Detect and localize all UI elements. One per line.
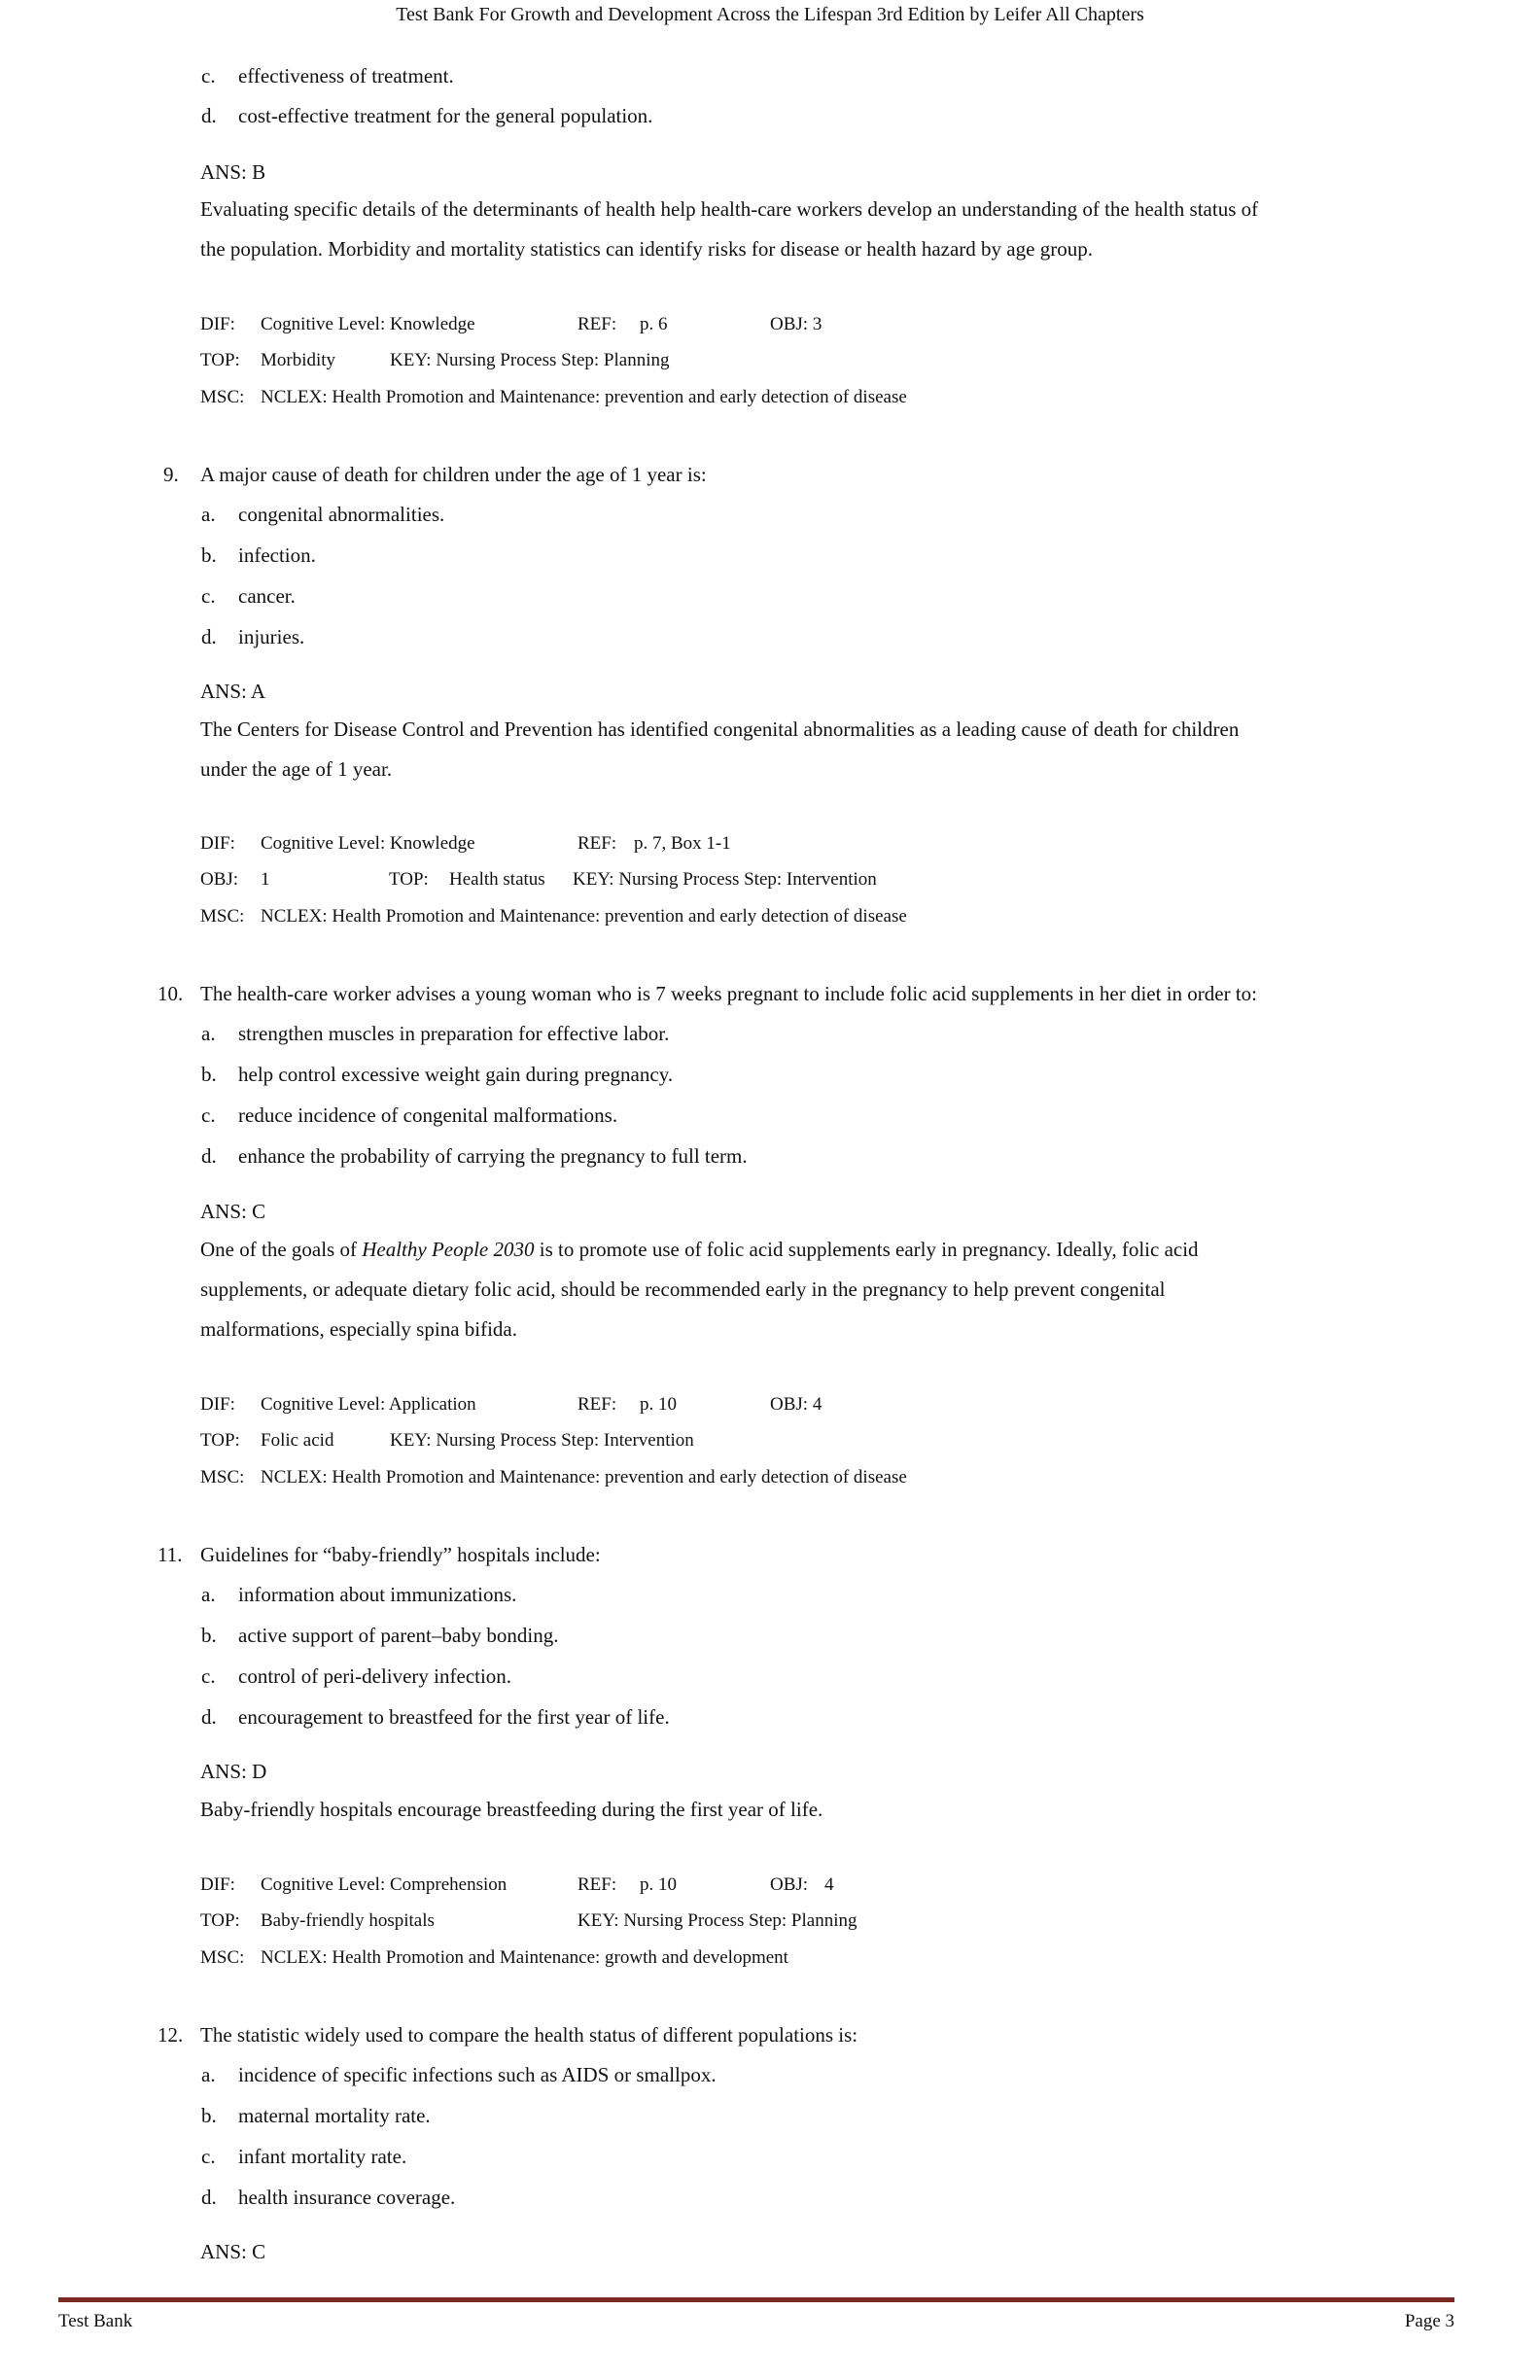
question-stem: Guidelines for “baby-friendly” hospitals include: <box>200 1543 601 1566</box>
option-letter: b. <box>201 2104 217 2127</box>
answer-key: ANS: D <box>200 1760 267 1783</box>
option-letter: d. <box>201 1705 217 1729</box>
meta-obj: OBJ: 3 <box>770 314 822 334</box>
meta-top-value: Morbidity <box>261 350 336 370</box>
meta-obj: OBJ: 4 <box>770 1394 822 1415</box>
meta-key: KEY: Nursing Process Step: Planning <box>578 1910 858 1931</box>
meta-dif-value: Cognitive Level: Comprehension <box>261 1874 508 1895</box>
rationale-line: under the age of 1 year. <box>200 757 393 781</box>
option-text: help control excessive weight gain during pregnancy. <box>238 1063 674 1086</box>
option-letter: b. <box>201 543 217 567</box>
rationale-line <box>200 1235 1199 1264</box>
option-text: infection. <box>238 543 316 567</box>
option-text: infant mortality rate. <box>238 2145 407 2168</box>
option-text: information about immunizations. <box>238 1583 517 1606</box>
option-text: reduce incidence of congenital malformations. <box>238 1103 618 1127</box>
option-letter: c. <box>201 1664 216 1688</box>
option-letter: a. <box>201 1022 216 1045</box>
meta-top-label: TOP: <box>200 1910 240 1931</box>
rationale-line: Evaluating specific details of the determinants of health help health-care workers develop an understanding of the health status of <box>200 197 1259 221</box>
rationale-italic-title: Healthy People 2030 <box>362 1238 535 1261</box>
meta-ref-label: REF: <box>578 314 617 334</box>
footer-divider <box>58 2297 1454 2302</box>
rationale-text: is to promote use of folic acid supplements early in pregnancy. Ideally, folic acid <box>534 1238 1199 1261</box>
option-text: incidence of specific infections such as AIDS or smallpox. <box>238 2063 717 2086</box>
meta-ref-label: REF: <box>578 833 617 854</box>
option-letter: b. <box>201 1624 217 1647</box>
option-letter: d. <box>201 1144 217 1168</box>
question-number: 9. <box>163 463 179 486</box>
meta-msc-value: NCLEX: Health Promotion and Maintenance: growth and development <box>261 1947 788 1968</box>
meta-msc-value: NCLEX: Health Promotion and Maintenance: prevention and early detection of disease <box>261 906 907 927</box>
option-letter: a. <box>201 503 216 526</box>
option-letter: d. <box>201 2186 217 2209</box>
answer-key: ANS: B <box>200 160 266 184</box>
question-number: 12. <box>158 2023 184 2047</box>
option-text: health insurance coverage. <box>238 2186 456 2209</box>
option-letter: c. <box>201 584 216 608</box>
meta-dif-value: Cognitive Level: Knowledge <box>261 833 475 854</box>
question-number: 11. <box>158 1543 183 1566</box>
meta-dif-label: DIF: <box>200 314 235 334</box>
meta-dif-label: DIF: <box>200 1394 235 1415</box>
option-letter: c. <box>201 2145 216 2168</box>
meta-ref-label: REF: <box>578 1874 617 1895</box>
rationale-line: the population. Morbidity and mortality statistics can identify risks for disease or health hazard by age group. <box>200 237 1093 261</box>
meta-msc-label: MSC: <box>200 1467 245 1488</box>
meta-top-label: TOP: <box>200 1430 240 1451</box>
meta-obj-label: OBJ: <box>200 869 239 890</box>
option-letter: d. <box>201 104 217 127</box>
page-number: Page 3 <box>1404 2311 1454 2331</box>
meta-msc-value: NCLEX: Health Promotion and Maintenance: prevention and early detection of disease <box>261 387 907 407</box>
option-text: effectiveness of treatment. <box>238 64 454 88</box>
meta-top-label: TOP: <box>389 869 429 890</box>
option-text: enhance the probability of carrying the pregnancy to full term. <box>238 1144 748 1168</box>
option-text: cancer. <box>238 584 296 608</box>
meta-obj-value: 4 <box>824 1874 834 1895</box>
option-text: strengthen muscles in preparation for effective labor. <box>238 1022 670 1045</box>
option-text: encouragement to breastfeed for the first year of life. <box>238 1705 670 1729</box>
meta-msc-label: MSC: <box>200 1947 245 1968</box>
rationale-line: The Centers for Disease Control and Prevention has identified congenital abnormalities as a leading cause of death for children <box>200 718 1240 741</box>
option-letter: c. <box>201 1103 216 1127</box>
meta-ref-value: p. 10 <box>640 1394 677 1415</box>
rationale-text: One of the goals of <box>200 1238 363 1261</box>
meta-top-label: TOP: <box>200 350 240 370</box>
meta-dif-value: Cognitive Level: Application <box>261 1394 476 1415</box>
meta-key: KEY: Nursing Process Step: Intervention <box>573 869 877 890</box>
option-letter: b. <box>201 1063 217 1086</box>
rationale-line: Baby-friendly hospitals encourage breastfeeding during the first year of life. <box>200 1798 823 1821</box>
option-letter: a. <box>201 1583 216 1606</box>
meta-dif-label: DIF: <box>200 833 235 854</box>
option-text: control of peri-delivery infection. <box>238 1664 512 1688</box>
meta-key: KEY: Nursing Process Step: Intervention <box>390 1430 694 1451</box>
meta-dif-value: Cognitive Level: Knowledge <box>261 314 475 334</box>
meta-top-value: Health status <box>449 869 545 890</box>
meta-dif-label: DIF: <box>200 1874 235 1895</box>
meta-key: KEY: Nursing Process Step: Planning <box>390 350 670 370</box>
meta-msc-value: NCLEX: Health Promotion and Maintenance: prevention and early detection of disease <box>261 1467 907 1488</box>
rationale-line: supplements, or adequate dietary folic acid, should be recommended early in the pregnancy to help prevent congenital <box>200 1278 1166 1301</box>
option-text: cost-effective treatment for the general population. <box>238 104 653 127</box>
answer-key: ANS: C <box>200 2240 266 2263</box>
option-text: maternal mortality rate. <box>238 2104 431 2127</box>
question-stem: A major cause of death for children under the age of 1 year is: <box>200 463 707 486</box>
question-number: 10. <box>158 982 184 1005</box>
meta-ref-value: p. 6 <box>640 314 668 334</box>
meta-ref-value: p. 7, Box 1-1 <box>634 833 731 854</box>
option-letter: a. <box>201 2063 216 2086</box>
meta-obj-label: OBJ: <box>770 1874 809 1895</box>
meta-obj-value: 1 <box>261 869 270 890</box>
option-text: congenital abnormalities. <box>238 503 445 526</box>
option-letter: d. <box>201 625 217 648</box>
answer-key: ANS: A <box>200 680 266 703</box>
meta-top-value: Baby-friendly hospitals <box>261 1910 435 1931</box>
page-header: Test Bank For Growth and Development Across the Lifespan 3rd Edition by Leifer All Chapters <box>396 4 1144 25</box>
question-stem: The health-care worker advises a young woman who is 7 weeks pregnant to include folic acid supplements in her diet in order to: <box>200 982 1258 1005</box>
meta-msc-label: MSC: <box>200 906 245 927</box>
meta-top-value: Folic acid <box>261 1430 334 1451</box>
option-text: active support of parent–baby bonding. <box>238 1624 559 1647</box>
meta-ref-label: REF: <box>578 1394 617 1415</box>
question-stem: The statistic widely used to compare the health status of different populations is: <box>200 2023 858 2047</box>
option-letter: c. <box>201 64 216 88</box>
meta-msc-label: MSC: <box>200 387 245 407</box>
footer-title: Test Bank <box>58 2311 133 2331</box>
option-text: injuries. <box>238 625 305 648</box>
answer-key: ANS: C <box>200 1200 266 1223</box>
meta-ref-value: p. 10 <box>640 1874 677 1895</box>
rationale-line: malformations, especially spina bifida. <box>200 1317 517 1341</box>
